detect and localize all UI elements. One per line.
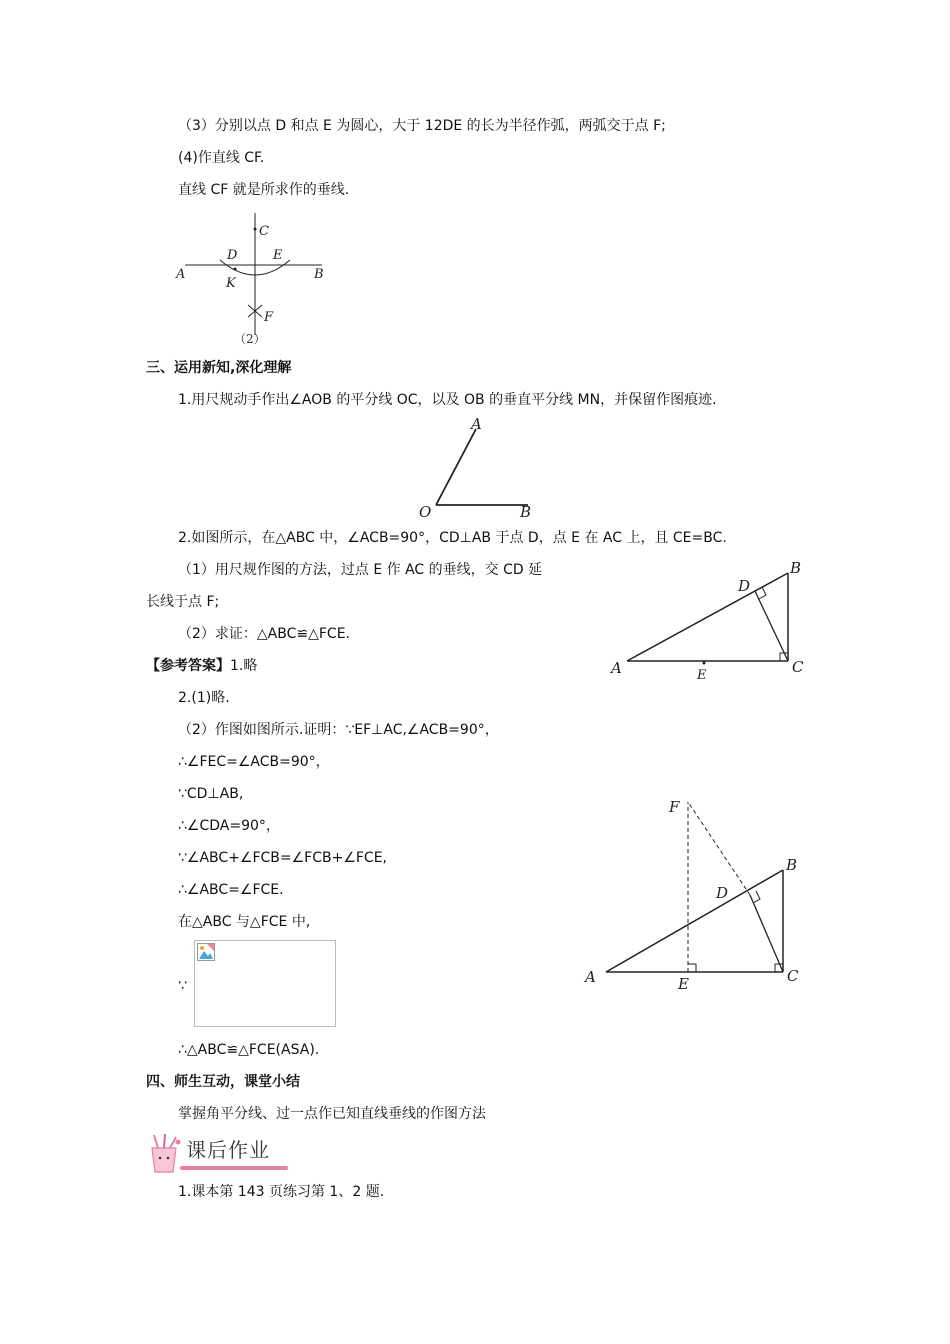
homework-badge <box>146 1132 296 1174</box>
fig2-label-o: O <box>419 503 432 521</box>
step-4-text: (4)作直线 CF. <box>178 150 265 166</box>
fig1-caption: （2） <box>234 332 266 346</box>
figure-triangle-with-f <box>580 790 815 1000</box>
fig3-label-b: B <box>790 559 802 577</box>
section-4-heading: 四、师生互动，课堂小结 <box>146 1074 300 1090</box>
proof-line-4: ∴∠CDA=90°， <box>178 818 280 834</box>
answer-line-1 <box>146 656 257 676</box>
question-2-text: 2.如图所示，在△ABC 中，∠ACB=90°，CD⊥AB 于点 D，点 E 在 AC 上，且 CE=BC. <box>178 530 727 546</box>
conclusion-text: 直线 CF 就是所求作的垂线. <box>178 182 350 198</box>
fig3-label-e: E <box>697 668 707 683</box>
figure-triangle-abc <box>605 555 815 685</box>
proof-line-5: ∵∠ABC+∠FCB=∠FCB+∠FCE, <box>178 850 388 866</box>
question-2-part1-line1: （1）用尺规作图的方法，过点 E 作 AC 的垂线，交 CD 延 <box>178 562 543 578</box>
homework-badge-label: 课后作业 <box>186 1138 270 1162</box>
answer-tag: 【参考答案】 <box>146 658 230 674</box>
proof-line-3: ∵CD⊥AB, <box>178 786 244 802</box>
question-1-text: 1.用尺规动手作出∠AOB 的平分线 OC，以及 OB 的垂直平分线 MN，并保留作图痕迹. <box>178 392 717 408</box>
fig1-label-a: A <box>176 267 186 282</box>
figure-angle-aob <box>410 415 540 520</box>
fig3-label-a: A <box>611 659 622 677</box>
proof-line-1: （2）作图如图所示.证明：∵EF⊥AC,∠ACB=90°， <box>178 722 499 738</box>
fig2-label-a: A <box>471 415 482 433</box>
fig4-label-b: B <box>786 856 798 874</box>
fig2-label-b: B <box>520 503 532 521</box>
fig4-label-e: E <box>678 975 689 993</box>
fig3-label-c: C <box>792 658 804 676</box>
broken-image-icon <box>197 943 215 961</box>
fig3-label-d: D <box>738 577 751 595</box>
proof-line-7: 在△ABC 与△FCE 中, <box>178 914 311 930</box>
fig1-label-k: K <box>226 276 236 291</box>
fig4-label-a: A <box>585 968 596 986</box>
summary-text: 掌握角平分线、过一点作已知直线垂线的作图方法 <box>178 1106 486 1122</box>
fig1-label-f: F <box>264 310 274 325</box>
proof-line-9: ∴△ABC≌△FCE(ASA). <box>178 1042 320 1058</box>
fig1-label-c: C <box>259 224 269 239</box>
fig1-label-b: B <box>314 267 324 282</box>
fig4-label-c: C <box>787 967 799 985</box>
fig4-label-d: D <box>716 884 729 902</box>
question-2-part2: （2）求证：△ABC≌△FCE. <box>178 626 351 642</box>
proof-line-2: ∴∠FEC=∠ACB=90°， <box>178 754 330 770</box>
answer-2-part1: 2.(1)略. <box>178 690 230 706</box>
proof-line-6: ∴∠ABC=∠FCE. <box>178 882 284 898</box>
answer-1: 1.略 <box>230 658 258 674</box>
figure-perpendicular-construction <box>170 205 340 350</box>
equation-image-placeholder <box>194 940 336 1027</box>
step-3-text: （3）分别以点 D 和点 E 为圆心，大于 12DE 的长为半径作弧，两弧交于点 F; <box>178 118 666 134</box>
fig4-label-f: F <box>669 798 680 816</box>
fig1-label-e: E <box>273 248 283 263</box>
section-3-heading: 三、运用新知,深化理解 <box>146 360 292 376</box>
fig1-label-d: D <box>227 248 238 263</box>
homework-badge-underline <box>180 1166 288 1170</box>
question-2-part1-line2: 长线于点 F; <box>146 594 220 610</box>
homework-1-text: 1.课本第 143 页练习第 1、2 题. <box>178 1184 385 1200</box>
proof-line-8: ∵ <box>178 978 187 994</box>
